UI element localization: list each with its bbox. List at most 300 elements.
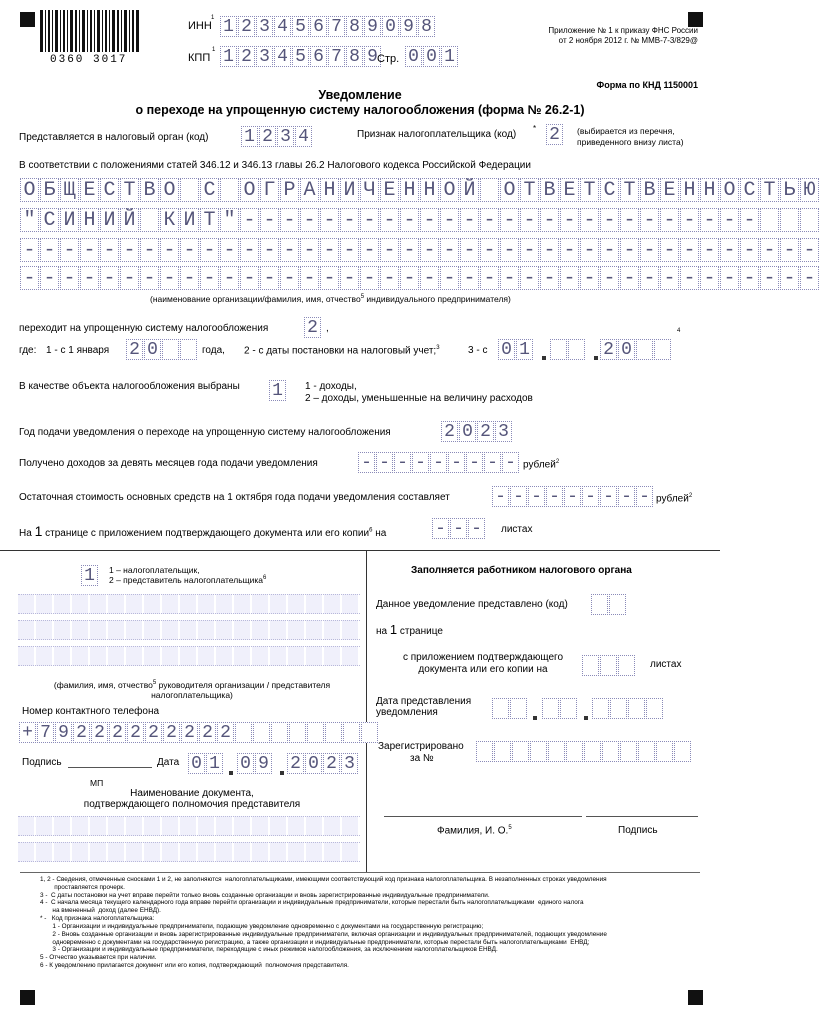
tax-office-code-cells[interactable] xyxy=(241,126,313,147)
org-name-caption xyxy=(150,294,511,304)
cell: Ч xyxy=(360,178,379,202)
signer-value-cells[interactable] xyxy=(81,565,99,586)
cell: Е xyxy=(80,178,99,202)
cell: - xyxy=(180,266,199,290)
cell: 9 xyxy=(55,722,72,743)
sign-date-sep-2 xyxy=(280,771,284,775)
cell: 2 xyxy=(323,753,340,774)
form-code: Форма по КНД 1150001 xyxy=(596,80,698,90)
cell: - xyxy=(300,208,319,232)
cell: 2 xyxy=(441,421,458,442)
cell: Т xyxy=(760,178,779,202)
tax-office-label: Представляется в налоговый орган (код) xyxy=(19,132,209,143)
inn-label: ИНН xyxy=(188,20,212,32)
sheets-label: листах xyxy=(501,524,533,535)
cell: 2 xyxy=(127,722,144,743)
cell: - xyxy=(120,238,139,262)
signer-name-row-2[interactable] xyxy=(18,620,360,640)
cell: - xyxy=(582,486,599,507)
signer-option2 xyxy=(109,575,266,585)
cell xyxy=(530,741,547,762)
registered-number-cells[interactable] xyxy=(476,741,692,762)
cell: - xyxy=(780,238,799,262)
cell: - xyxy=(600,208,619,232)
object-option2: 2 – доходы, уменьшенные на величину расходов xyxy=(305,393,533,404)
cell: - xyxy=(740,266,759,290)
presented-date-day-cells[interactable] xyxy=(492,698,528,719)
fio-line xyxy=(384,816,582,817)
pages-count: 1 xyxy=(34,523,43,539)
footnote-line: 4 - С начала месяца текущего календарного года вправе перейти организации и индивидуальные предприниматели, которые перестали быть налогоплательщиками единого налога xyxy=(40,899,584,907)
taxpayer-sign-hint1: (выбирается из перечня, xyxy=(577,126,675,136)
year-suffix: года, xyxy=(202,345,225,356)
cell: О xyxy=(20,178,39,202)
footnote-line: одновременно с документами на государственную регистрацию, а также организации и индивидуальные предприниматели, которые перестали быть налогоплательщиками ЕНВД; xyxy=(40,938,590,946)
cell: - xyxy=(800,266,819,290)
cell: - xyxy=(280,266,299,290)
cell: - xyxy=(580,238,599,262)
inn-cells[interactable] xyxy=(220,16,436,37)
cell xyxy=(180,339,197,360)
appendix-line1: Приложение № 1 к приказу ФНС России xyxy=(548,26,698,35)
cell: 1 xyxy=(441,46,458,67)
object-label: В качестве объекта налогообложения выбраны xyxy=(19,381,240,392)
year-filing-label: Год подачи уведомления о переходе на упрощенную систему налогообложения xyxy=(19,427,391,438)
cell: С xyxy=(100,178,119,202)
cell: - xyxy=(380,208,399,232)
kpp-cells[interactable] xyxy=(220,46,382,67)
footnote-line: * - Код признака налогоплательщика: xyxy=(40,915,155,923)
cell: Р xyxy=(280,178,299,202)
cell xyxy=(253,722,270,743)
cell: - xyxy=(580,266,599,290)
signer-sup: 6 xyxy=(263,575,267,582)
cell: 7 xyxy=(328,46,345,67)
cell: С xyxy=(600,178,619,202)
form-title-line2: о переходе на упрощенную систему налогообложения (форма № 26.2-1) xyxy=(135,103,585,117)
cell: - xyxy=(460,266,479,290)
sign-date-month-cells[interactable] xyxy=(237,753,273,774)
cell: - xyxy=(480,208,499,232)
cell: - xyxy=(100,266,119,290)
on-pages-prefix: на xyxy=(376,626,388,637)
section-divider-vertical xyxy=(366,550,367,872)
on-pages-label: странице xyxy=(399,626,443,637)
cell: 2 xyxy=(259,126,276,147)
cell: 0 xyxy=(459,421,476,442)
doc-name-row-1[interactable] xyxy=(18,816,360,836)
cell: - xyxy=(620,238,639,262)
date-separator-1 xyxy=(542,356,546,360)
footnote-line: проставляется прочерк. xyxy=(40,883,125,891)
cell: 1 xyxy=(516,339,533,360)
cell: Е xyxy=(660,178,679,202)
org-name-row-2[interactable] xyxy=(20,208,820,232)
cell: - xyxy=(580,208,599,232)
cell: - xyxy=(480,266,499,290)
cell: - xyxy=(780,266,799,290)
corner-marker-top-left xyxy=(20,12,35,27)
cell: - xyxy=(660,208,679,232)
cell: - xyxy=(360,266,379,290)
cell: - xyxy=(450,518,467,539)
cell: 2 xyxy=(91,722,108,743)
sign-date-day-cells[interactable] xyxy=(188,753,224,774)
cell: - xyxy=(420,208,439,232)
cell: - xyxy=(700,238,719,262)
cell: О xyxy=(720,178,739,202)
cell: Н xyxy=(400,178,419,202)
cell: - xyxy=(340,238,359,262)
org-name-row-4[interactable] xyxy=(20,266,820,290)
cell: В xyxy=(140,178,159,202)
cell xyxy=(512,741,529,762)
cell xyxy=(492,698,509,719)
phone-label: Номер контактного телефона xyxy=(22,706,160,717)
cell: + xyxy=(19,722,36,743)
date-day-cells[interactable] xyxy=(498,339,534,360)
on-pages-line xyxy=(376,622,443,637)
cell: - xyxy=(200,238,219,262)
object-value-cells[interactable] xyxy=(269,380,287,401)
cell: - xyxy=(640,266,659,290)
signer-name-row-3[interactable] xyxy=(18,646,360,666)
cell: - xyxy=(400,238,419,262)
signer-name-row-1[interactable] xyxy=(18,594,360,614)
assets-value-cells[interactable] xyxy=(492,486,654,507)
cell: Т xyxy=(580,178,599,202)
cell xyxy=(510,698,527,719)
org-name-caption-end: индивидуального предпринимателя) xyxy=(366,294,511,304)
transition-comma: , xyxy=(326,323,329,334)
cell: 2 xyxy=(181,722,198,743)
cell: - xyxy=(140,266,159,290)
cell: - xyxy=(560,208,579,232)
cell: Й xyxy=(120,208,139,232)
cell: - xyxy=(560,238,579,262)
cell: - xyxy=(502,452,519,473)
cell xyxy=(800,208,819,232)
cell: С xyxy=(200,178,219,202)
cell: Б xyxy=(40,178,59,202)
income-value-cells[interactable] xyxy=(358,452,520,473)
cell: И xyxy=(340,178,359,202)
corner-marker-top-right xyxy=(688,12,703,27)
cell: Н xyxy=(680,178,699,202)
cell: 6 xyxy=(310,16,327,37)
taxpayer-sign-cells[interactable] xyxy=(546,124,564,145)
footnote-line: на вмененный доход (далее ЕНВД). xyxy=(40,907,161,915)
doc-name-row-2[interactable] xyxy=(18,842,360,862)
right-block-title: Заполняется работником налогового органа xyxy=(411,565,632,576)
cell: 5 xyxy=(292,16,309,37)
cell: - xyxy=(260,208,279,232)
cell: 3 xyxy=(495,421,512,442)
cell: - xyxy=(440,208,459,232)
cell: Т xyxy=(120,178,139,202)
sheets-cells[interactable] xyxy=(432,518,486,539)
transition-label: переходит на упрощенную систему налогообложения xyxy=(19,323,269,334)
date-year-cells[interactable] xyxy=(600,339,672,360)
cell: И xyxy=(60,208,79,232)
cell: 2 xyxy=(217,722,234,743)
cell: - xyxy=(358,452,375,473)
cell xyxy=(480,178,499,202)
cell: В xyxy=(540,178,559,202)
cell: - xyxy=(440,266,459,290)
cell: - xyxy=(520,208,539,232)
cell: - xyxy=(80,238,99,262)
cell: - xyxy=(280,238,299,262)
cell: - xyxy=(380,266,399,290)
signer-caption-1-sup: 5 xyxy=(152,680,157,687)
cell: 3 xyxy=(277,126,294,147)
footnotes-divider xyxy=(20,872,700,873)
cell: Т xyxy=(200,208,219,232)
cell: 3 xyxy=(256,46,273,67)
cell: - xyxy=(640,208,659,232)
option2-sup: 3 xyxy=(436,345,440,351)
on-pages-count: 1 xyxy=(389,622,398,637)
cell: - xyxy=(600,486,617,507)
presented-code-cells[interactable] xyxy=(591,594,627,615)
cell: - xyxy=(540,208,559,232)
cell: И xyxy=(100,208,119,232)
presented-date-sep-1 xyxy=(533,716,537,720)
cell xyxy=(654,339,671,360)
cell: - xyxy=(500,208,519,232)
cell: - xyxy=(760,266,779,290)
cell xyxy=(325,722,342,743)
cell: 2 xyxy=(145,722,162,743)
cell: 2 xyxy=(238,46,255,67)
footnote-line: 6 - К уведомлению прилагается документ или его копия, подтверждающий полномочия представителя. xyxy=(40,961,349,969)
cell: - xyxy=(720,208,739,232)
cell: Н xyxy=(700,178,719,202)
cell xyxy=(566,741,583,762)
fio-sup: 5 xyxy=(508,825,512,831)
cell: Щ xyxy=(60,178,79,202)
form-title-line1: Уведомление xyxy=(318,88,402,102)
cell xyxy=(674,741,691,762)
cell: - xyxy=(546,486,563,507)
cell: 1 xyxy=(81,565,98,586)
cell: - xyxy=(484,452,501,473)
cell xyxy=(568,339,585,360)
cell: Й xyxy=(460,178,479,202)
cell xyxy=(582,655,599,676)
cell: Ь xyxy=(780,178,799,202)
cell: - xyxy=(412,452,429,473)
cell xyxy=(618,655,635,676)
cell: - xyxy=(240,208,259,232)
cell: " xyxy=(220,208,239,232)
cell: - xyxy=(636,486,653,507)
cell: - xyxy=(160,266,179,290)
cell: - xyxy=(60,266,79,290)
cell xyxy=(760,208,779,232)
cell: 9 xyxy=(364,16,381,37)
assets-label: Остаточная стоимость основных средств на 1 октября года подачи уведомления составляет xyxy=(19,492,450,503)
cell: - xyxy=(660,266,679,290)
transition-value-cells[interactable] xyxy=(304,317,322,338)
footnote-line: 1 - Организации и индивидуальные предприниматели, подающие уведомление одновременно с документами на государственную регистрацию; xyxy=(40,922,484,930)
option2-registration xyxy=(244,345,440,356)
cell: - xyxy=(618,486,635,507)
cell xyxy=(628,698,645,719)
cell xyxy=(591,594,608,615)
cell: В xyxy=(640,178,659,202)
sign-date-year-cells[interactable] xyxy=(287,753,359,774)
cell: - xyxy=(720,266,739,290)
kpp-label: КПП xyxy=(188,52,211,64)
cell: - xyxy=(520,266,539,290)
cell: - xyxy=(700,208,719,232)
cell: 2 xyxy=(199,722,216,743)
cell: О xyxy=(440,178,459,202)
cell: - xyxy=(300,238,319,262)
signer-option1: 1 – налогоплательщик, xyxy=(109,565,200,575)
cell: - xyxy=(680,208,699,232)
cell: 2 xyxy=(73,722,90,743)
cell: 0 xyxy=(305,753,322,774)
footnote-line: 1, 2 - Сведения, отмеченные сносками 1 и 2, не заполняются налогоплательщиками, имеющими соответствующий код признака налогоплательщика. В незаполненных строках уведомления xyxy=(40,876,607,883)
right-sign-label: Подпись xyxy=(618,825,658,836)
presented-date-month-cells[interactable] xyxy=(542,698,578,719)
signer-caption-1-end: руководителя организации / представителя xyxy=(158,680,331,690)
cell: К xyxy=(160,208,179,232)
presented-label: Данное уведомление представлено (код) xyxy=(376,599,568,610)
cell xyxy=(560,698,577,719)
cell: - xyxy=(760,238,779,262)
cell: 6 xyxy=(310,46,327,67)
cell xyxy=(656,741,673,762)
cell xyxy=(476,741,493,762)
cell xyxy=(638,741,655,762)
kpp-sup: 1 xyxy=(212,47,216,53)
cell: - xyxy=(20,266,39,290)
org-name-caption-sup: 5 xyxy=(360,294,365,301)
cell: О xyxy=(500,178,519,202)
cell: 1 xyxy=(269,380,286,401)
cell xyxy=(180,178,199,202)
org-name-row-1[interactable] xyxy=(20,178,820,202)
cell: " xyxy=(20,208,39,232)
cell: - xyxy=(540,238,559,262)
cell: - xyxy=(320,266,339,290)
cell: - xyxy=(440,238,459,262)
sign-line-right xyxy=(586,816,698,817)
presented-date-year-cells[interactable] xyxy=(592,698,664,719)
attach-line1: с приложением подтверждающего xyxy=(402,652,564,663)
pages-na: на xyxy=(375,528,387,539)
cell: - xyxy=(510,486,527,507)
cell: - xyxy=(376,452,393,473)
corner-marker-bottom-left xyxy=(20,990,35,1005)
cell: 8 xyxy=(346,16,363,37)
pages-line xyxy=(19,523,386,539)
cell: С xyxy=(740,178,759,202)
corner-marker-bottom-right xyxy=(688,990,703,1005)
cell: 2 xyxy=(304,317,321,338)
cell: 8 xyxy=(346,46,363,67)
option1-jan: 1 - с 1 января xyxy=(46,345,110,356)
cell xyxy=(780,208,799,232)
taxpayer-sign-label: Признак налогоплательщика (код) xyxy=(357,129,517,140)
cell: 0 xyxy=(498,339,515,360)
cell: - xyxy=(40,238,59,262)
date-presented-label2: уведомления xyxy=(376,707,438,718)
cell: И xyxy=(180,208,199,232)
org-name-row-3[interactable] xyxy=(20,238,820,262)
cell: 0 xyxy=(237,753,254,774)
cell: С xyxy=(40,208,59,232)
cell xyxy=(548,741,565,762)
cell: - xyxy=(380,238,399,262)
cell: Ю xyxy=(800,178,819,202)
cell xyxy=(220,178,239,202)
assets-unit-text: рублей xyxy=(656,493,689,505)
taxpayer-sign-hint2: приведенного внизу листа) xyxy=(577,137,684,147)
year-filing-cells[interactable] xyxy=(441,421,513,442)
fio-label xyxy=(437,825,512,836)
cell: 4 xyxy=(274,46,291,67)
pages-sup: 6 xyxy=(369,527,373,534)
page-number-cells[interactable] xyxy=(405,46,459,67)
cell: 9 xyxy=(255,753,272,774)
cell: - xyxy=(80,266,99,290)
cell: - xyxy=(260,238,279,262)
cell: - xyxy=(500,238,519,262)
signer-option2-text: 2 – представитель налогоплательщика xyxy=(109,575,263,585)
phone-value-cells[interactable] xyxy=(19,722,379,743)
cell: 0 xyxy=(618,339,635,360)
cell: - xyxy=(468,518,485,539)
cell: 9 xyxy=(364,46,381,67)
year-cells[interactable] xyxy=(126,339,198,360)
date-month-cells[interactable] xyxy=(550,339,586,360)
taxpayer-sign-star: * xyxy=(533,124,537,133)
cell: 8 xyxy=(418,16,435,37)
cell: - xyxy=(466,452,483,473)
cell: - xyxy=(560,266,579,290)
cell: - xyxy=(620,208,639,232)
cell: - xyxy=(394,452,411,473)
page-label: Стр. xyxy=(377,53,400,65)
where-label: где: xyxy=(19,345,37,356)
object-option1: 1 - доходы, xyxy=(305,381,357,392)
income-unit-text: рублей xyxy=(523,459,556,471)
income-unit xyxy=(523,459,559,470)
attach-sheets-cells[interactable] xyxy=(582,655,636,676)
cell xyxy=(271,722,288,743)
cell: - xyxy=(564,486,581,507)
signer-caption-1-text: (фамилия, имя, отчество xyxy=(53,680,153,690)
cell: - xyxy=(680,238,699,262)
cell xyxy=(162,339,179,360)
cell: - xyxy=(432,518,449,539)
cell: 7 xyxy=(328,16,345,37)
cell: - xyxy=(740,208,759,232)
cell: - xyxy=(40,266,59,290)
sign-line xyxy=(68,767,152,768)
cell: - xyxy=(430,452,447,473)
cell: А xyxy=(300,178,319,202)
cell: 2 xyxy=(109,722,126,743)
cell: 0 xyxy=(382,16,399,37)
cell: 2 xyxy=(163,722,180,743)
cell xyxy=(620,741,637,762)
